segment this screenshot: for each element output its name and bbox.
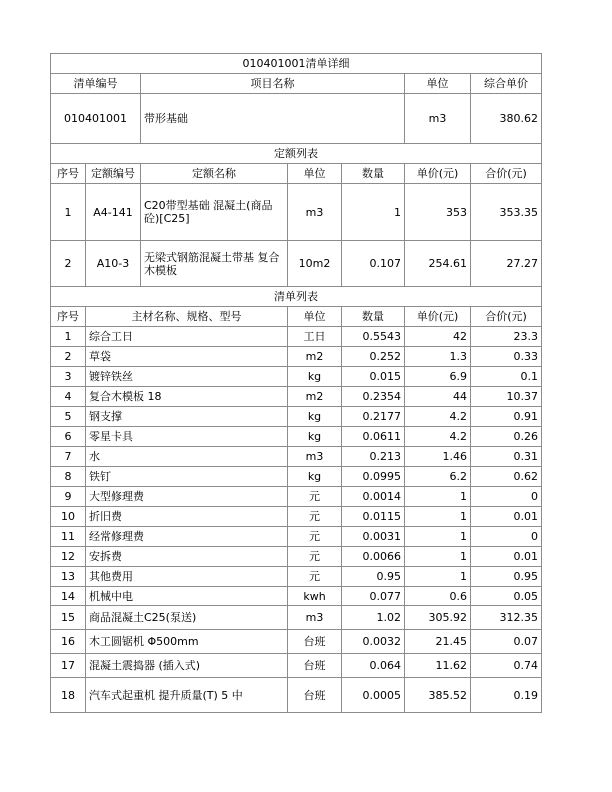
materials-header-total: 合价(元) bbox=[471, 307, 542, 327]
material-row bbox=[51, 507, 542, 527]
material-no: 15 bbox=[51, 606, 86, 630]
material-unit: 元 bbox=[288, 527, 342, 547]
material-total: 0.62 bbox=[471, 467, 542, 487]
material-no: 17 bbox=[51, 654, 86, 678]
material-price: 6.2 bbox=[405, 467, 471, 487]
material-unit: 元 bbox=[288, 487, 342, 507]
materials-header-qty: 数量 bbox=[342, 307, 405, 327]
material-total: 0.33 bbox=[471, 347, 542, 367]
quota-header-code: 定额编号 bbox=[86, 164, 141, 184]
material-name: 混凝土震捣器 (插入式) bbox=[86, 654, 288, 678]
material-row bbox=[51, 567, 542, 587]
material-total: 312.35 bbox=[471, 606, 542, 630]
material-unit: kg bbox=[288, 367, 342, 387]
quota-header-qty: 数量 bbox=[342, 164, 405, 184]
material-no: 4 bbox=[51, 387, 86, 407]
material-total: 0 bbox=[471, 527, 542, 547]
material-price: 1.3 bbox=[405, 347, 471, 367]
material-total: 0.19 bbox=[471, 678, 542, 713]
material-name: 草袋 bbox=[86, 347, 288, 367]
material-row bbox=[51, 347, 542, 367]
material-name: 综合工日 bbox=[86, 327, 288, 347]
quota-total: 353.35 bbox=[471, 184, 542, 241]
material-unit: 元 bbox=[288, 507, 342, 527]
material-qty: 0.0014 bbox=[342, 487, 405, 507]
material-price: 4.2 bbox=[405, 427, 471, 447]
material-row bbox=[51, 387, 542, 407]
material-total: 0.91 bbox=[471, 407, 542, 427]
material-price: 1 bbox=[405, 507, 471, 527]
summary-price: 380.62 bbox=[471, 94, 542, 144]
quota-name: 无梁式钢筋混凝土带基 复合木模板 bbox=[141, 241, 288, 287]
material-name: 其他费用 bbox=[86, 567, 288, 587]
material-no: 14 bbox=[51, 587, 86, 606]
material-total: 10.37 bbox=[471, 387, 542, 407]
material-unit: m2 bbox=[288, 347, 342, 367]
quota-price: 254.61 bbox=[405, 241, 471, 287]
material-name: 折旧费 bbox=[86, 507, 288, 527]
material-name: 钢支撑 bbox=[86, 407, 288, 427]
quota-header-no: 序号 bbox=[51, 164, 86, 184]
material-no: 5 bbox=[51, 407, 86, 427]
materials-section-title: 清单列表 bbox=[51, 287, 542, 307]
material-no: 2 bbox=[51, 347, 86, 367]
material-unit: kwh bbox=[288, 587, 342, 606]
material-name: 铁钉 bbox=[86, 467, 288, 487]
material-row bbox=[51, 467, 542, 487]
material-unit: 工日 bbox=[288, 327, 342, 347]
quota-name: C20带型基础 混凝土(商品砼)[C25] bbox=[141, 184, 288, 241]
material-qty: 0.0115 bbox=[342, 507, 405, 527]
material-row bbox=[51, 606, 542, 630]
material-unit: kg bbox=[288, 467, 342, 487]
material-qty: 0.0032 bbox=[342, 630, 405, 654]
material-qty: 0.95 bbox=[342, 567, 405, 587]
material-no: 7 bbox=[51, 447, 86, 467]
material-total: 0.01 bbox=[471, 547, 542, 567]
material-no: 9 bbox=[51, 487, 86, 507]
material-total: 23.3 bbox=[471, 327, 542, 347]
quota-header-name: 定额名称 bbox=[141, 164, 288, 184]
material-unit: 台班 bbox=[288, 678, 342, 713]
material-price: 42 bbox=[405, 327, 471, 347]
material-price: 1.46 bbox=[405, 447, 471, 467]
material-total: 0.31 bbox=[471, 447, 542, 467]
material-qty: 0.015 bbox=[342, 367, 405, 387]
material-row bbox=[51, 407, 542, 427]
material-price: 1 bbox=[405, 567, 471, 587]
material-unit: 台班 bbox=[288, 630, 342, 654]
material-no: 11 bbox=[51, 527, 86, 547]
materials-header-no: 序号 bbox=[51, 307, 86, 327]
material-no: 16 bbox=[51, 630, 86, 654]
material-qty: 0.0005 bbox=[342, 678, 405, 713]
material-qty: 0.064 bbox=[342, 654, 405, 678]
material-name: 木工圆锯机 Φ500mm bbox=[86, 630, 288, 654]
page-title: 010401001清单详细 bbox=[51, 54, 542, 74]
material-qty: 0.2354 bbox=[342, 387, 405, 407]
material-qty: 0.5543 bbox=[342, 327, 405, 347]
summary-header-unit: 单位 bbox=[405, 74, 471, 94]
material-no: 18 bbox=[51, 678, 86, 713]
material-name: 水 bbox=[86, 447, 288, 467]
material-name: 镀锌铁丝 bbox=[86, 367, 288, 387]
material-qty: 0.077 bbox=[342, 587, 405, 606]
material-name: 商品混凝土C25(泵送) bbox=[86, 606, 288, 630]
material-qty: 0.252 bbox=[342, 347, 405, 367]
material-price: 11.62 bbox=[405, 654, 471, 678]
material-qty: 1.02 bbox=[342, 606, 405, 630]
summary-code: 010401001 bbox=[51, 94, 141, 144]
material-qty: 0.0611 bbox=[342, 427, 405, 447]
bill-detail-table bbox=[50, 53, 542, 713]
summary-header-price: 综合单价 bbox=[471, 74, 542, 94]
quota-code: A10-3 bbox=[86, 241, 141, 287]
quota-row bbox=[51, 241, 542, 287]
quota-no: 2 bbox=[51, 241, 86, 287]
material-price: 4.2 bbox=[405, 407, 471, 427]
summary-header-name: 项目名称 bbox=[141, 74, 405, 94]
materials-header-name: 主材名称、规格、型号 bbox=[86, 307, 288, 327]
material-price: 1 bbox=[405, 527, 471, 547]
material-row bbox=[51, 327, 542, 347]
quota-header-unit: 单位 bbox=[288, 164, 342, 184]
material-name: 零星卡具 bbox=[86, 427, 288, 447]
material-price: 0.6 bbox=[405, 587, 471, 606]
quota-price: 353 bbox=[405, 184, 471, 241]
material-unit: m2 bbox=[288, 387, 342, 407]
material-price: 1 bbox=[405, 547, 471, 567]
quota-no: 1 bbox=[51, 184, 86, 241]
quota-unit: 10m2 bbox=[288, 241, 342, 287]
material-total: 0.1 bbox=[471, 367, 542, 387]
material-row bbox=[51, 654, 542, 678]
material-qty: 0.2177 bbox=[342, 407, 405, 427]
material-row bbox=[51, 630, 542, 654]
material-total: 0.95 bbox=[471, 567, 542, 587]
material-qty: 0.213 bbox=[342, 447, 405, 467]
material-unit: kg bbox=[288, 427, 342, 447]
material-row bbox=[51, 547, 542, 567]
quota-code: A4-141 bbox=[86, 184, 141, 241]
material-row bbox=[51, 427, 542, 447]
material-no: 10 bbox=[51, 507, 86, 527]
material-unit: 台班 bbox=[288, 654, 342, 678]
material-no: 3 bbox=[51, 367, 86, 387]
material-total: 0.01 bbox=[471, 507, 542, 527]
material-price: 21.45 bbox=[405, 630, 471, 654]
material-qty: 0.0031 bbox=[342, 527, 405, 547]
material-row bbox=[51, 678, 542, 713]
summary-unit: m3 bbox=[405, 94, 471, 144]
quota-total: 27.27 bbox=[471, 241, 542, 287]
quota-qty: 0.107 bbox=[342, 241, 405, 287]
material-name: 复合木模板 18 bbox=[86, 387, 288, 407]
quota-header-total: 合价(元) bbox=[471, 164, 542, 184]
material-no: 6 bbox=[51, 427, 86, 447]
material-price: 44 bbox=[405, 387, 471, 407]
material-total: 0.26 bbox=[471, 427, 542, 447]
material-row bbox=[51, 487, 542, 507]
materials-header-unit: 单位 bbox=[288, 307, 342, 327]
material-name: 安拆费 bbox=[86, 547, 288, 567]
material-name: 汽车式起重机 提升质量(T) 5 中 bbox=[86, 678, 288, 713]
quota-section-title: 定额列表 bbox=[51, 144, 542, 164]
summary-header-code: 清单编号 bbox=[51, 74, 141, 94]
material-row bbox=[51, 587, 542, 606]
material-price: 385.52 bbox=[405, 678, 471, 713]
material-unit: kg bbox=[288, 407, 342, 427]
materials-header-price: 单价(元) bbox=[405, 307, 471, 327]
material-total: 0.07 bbox=[471, 630, 542, 654]
material-unit: m3 bbox=[288, 606, 342, 630]
quota-qty: 1 bbox=[342, 184, 405, 241]
material-price: 305.92 bbox=[405, 606, 471, 630]
summary-name: 带形基础 bbox=[141, 94, 405, 144]
material-unit: 元 bbox=[288, 547, 342, 567]
material-price: 1 bbox=[405, 487, 471, 507]
quota-row bbox=[51, 184, 542, 241]
material-total: 0 bbox=[471, 487, 542, 507]
material-name: 机械中电 bbox=[86, 587, 288, 606]
material-name: 经常修理费 bbox=[86, 527, 288, 547]
material-no: 1 bbox=[51, 327, 86, 347]
material-row bbox=[51, 367, 542, 387]
material-no: 13 bbox=[51, 567, 86, 587]
material-total: 0.74 bbox=[471, 654, 542, 678]
material-unit: m3 bbox=[288, 447, 342, 467]
material-row bbox=[51, 447, 542, 467]
material-no: 8 bbox=[51, 467, 86, 487]
material-total: 0.05 bbox=[471, 587, 542, 606]
quota-header-price: 单价(元) bbox=[405, 164, 471, 184]
material-no: 12 bbox=[51, 547, 86, 567]
quota-unit: m3 bbox=[288, 184, 342, 241]
material-qty: 0.0995 bbox=[342, 467, 405, 487]
material-row bbox=[51, 527, 542, 547]
material-unit: 元 bbox=[288, 567, 342, 587]
material-price: 6.9 bbox=[405, 367, 471, 387]
material-qty: 0.0066 bbox=[342, 547, 405, 567]
material-name: 大型修理费 bbox=[86, 487, 288, 507]
